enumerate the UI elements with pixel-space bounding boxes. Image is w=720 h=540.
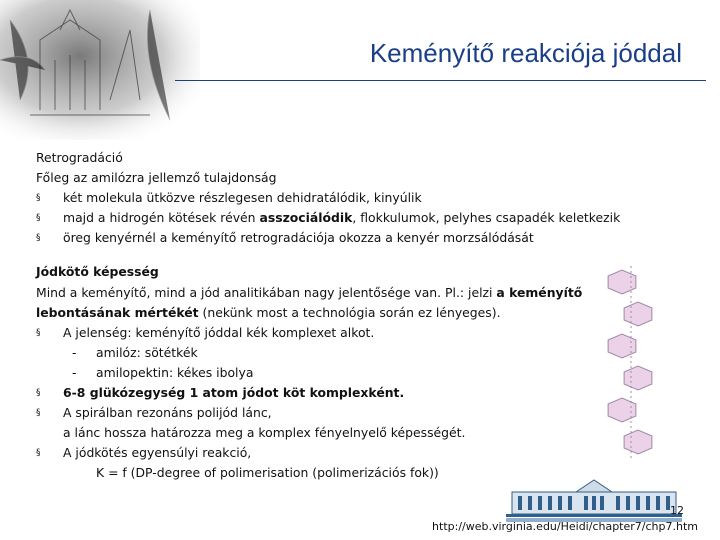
dash-icon: - <box>72 364 77 380</box>
list-item-text: A jódkötés egyensúlyi reakció, <box>63 445 252 461</box>
list-item-text: öreg kenyérnél a keményítő retrogradációja okozza a kenyér morzsálódását <box>63 230 534 246</box>
list-item-continued: a lánc hossza határozza meg a komplex fényelnyelő képességét. <box>63 425 466 441</box>
list-item <box>36 188 696 208</box>
list-item-text: majd a hidrogén kötések révén <box>63 210 260 226</box>
list-item-text: két molekula ütközve részlegesen dehidratálódik, kinyúlik <box>63 190 422 206</box>
dash-icon: - <box>72 344 77 360</box>
page-number: 12 <box>670 504 684 517</box>
source-link[interactable]: http://web.virginia.edu/Heidi/chapter7/chp7.htm <box>432 520 698 533</box>
glucose-ring-shape <box>624 366 652 390</box>
glucose-ring-shape <box>608 334 636 358</box>
bullet-icon: § <box>36 327 41 338</box>
bullet-icon: § <box>36 448 41 459</box>
iodine-intro-text: Mind a keményítő, mind a jód analitikában nagy jelentősége van. Pl.: jelzi <box>36 284 497 300</box>
bullet-icon: § <box>36 408 41 419</box>
list-item-text: 6-8 glükózegység 1 atom jódot köt komplexként. <box>63 385 405 401</box>
glucose-ring-shape <box>608 398 636 422</box>
list-item-text: A spirálban rezonáns polijód lánc, <box>63 405 272 421</box>
sub-list-item-text: amilóz: sötétkék <box>96 344 198 360</box>
title-underline <box>175 80 706 81</box>
glucose-ring-shape <box>608 270 636 294</box>
list-item-text: A jelenség: keményítő jóddal kék komplexet alkot. <box>63 324 375 340</box>
bullet-icon: § <box>36 213 41 224</box>
iodine-intro-text: (nekünk most a technológia során ez lényeges). <box>198 304 501 320</box>
iodine-intro-emphasis: lebontásának mértékét <box>36 304 199 320</box>
corner-building-image <box>0 0 200 140</box>
iodine-heading: Jódkötő képesség <box>36 264 159 280</box>
iodine-intro-emphasis: a keményítő <box>496 284 583 300</box>
retrogradation-heading: Retrogradáció <box>36 150 123 165</box>
bullet-icon: § <box>36 233 41 244</box>
slide-title: Keményítő reakciója jóddal <box>369 38 682 68</box>
retrogradation-intro: Főleg az amilózra jellemző tulajdonság <box>36 170 277 186</box>
bullet-icon: § <box>36 388 41 399</box>
list-item-emphasis: asszociálódik <box>259 210 353 226</box>
equation: K = f (DP-degree of polimerisation (polimerizációs fok)) <box>96 465 439 481</box>
list-item-text: , flokkulumok, pelyhes csapadék keletkezik <box>352 210 621 226</box>
bullet-icon: § <box>36 193 41 204</box>
list-item <box>36 208 696 228</box>
sub-list-item-text: amilopektin: kékes ibolya <box>96 364 254 380</box>
university-building-logo <box>506 478 682 522</box>
amylose-helix-illustration <box>592 262 670 462</box>
glucose-ring-shape <box>624 430 652 454</box>
list-item <box>36 228 696 248</box>
glucose-ring-shape <box>624 302 652 326</box>
